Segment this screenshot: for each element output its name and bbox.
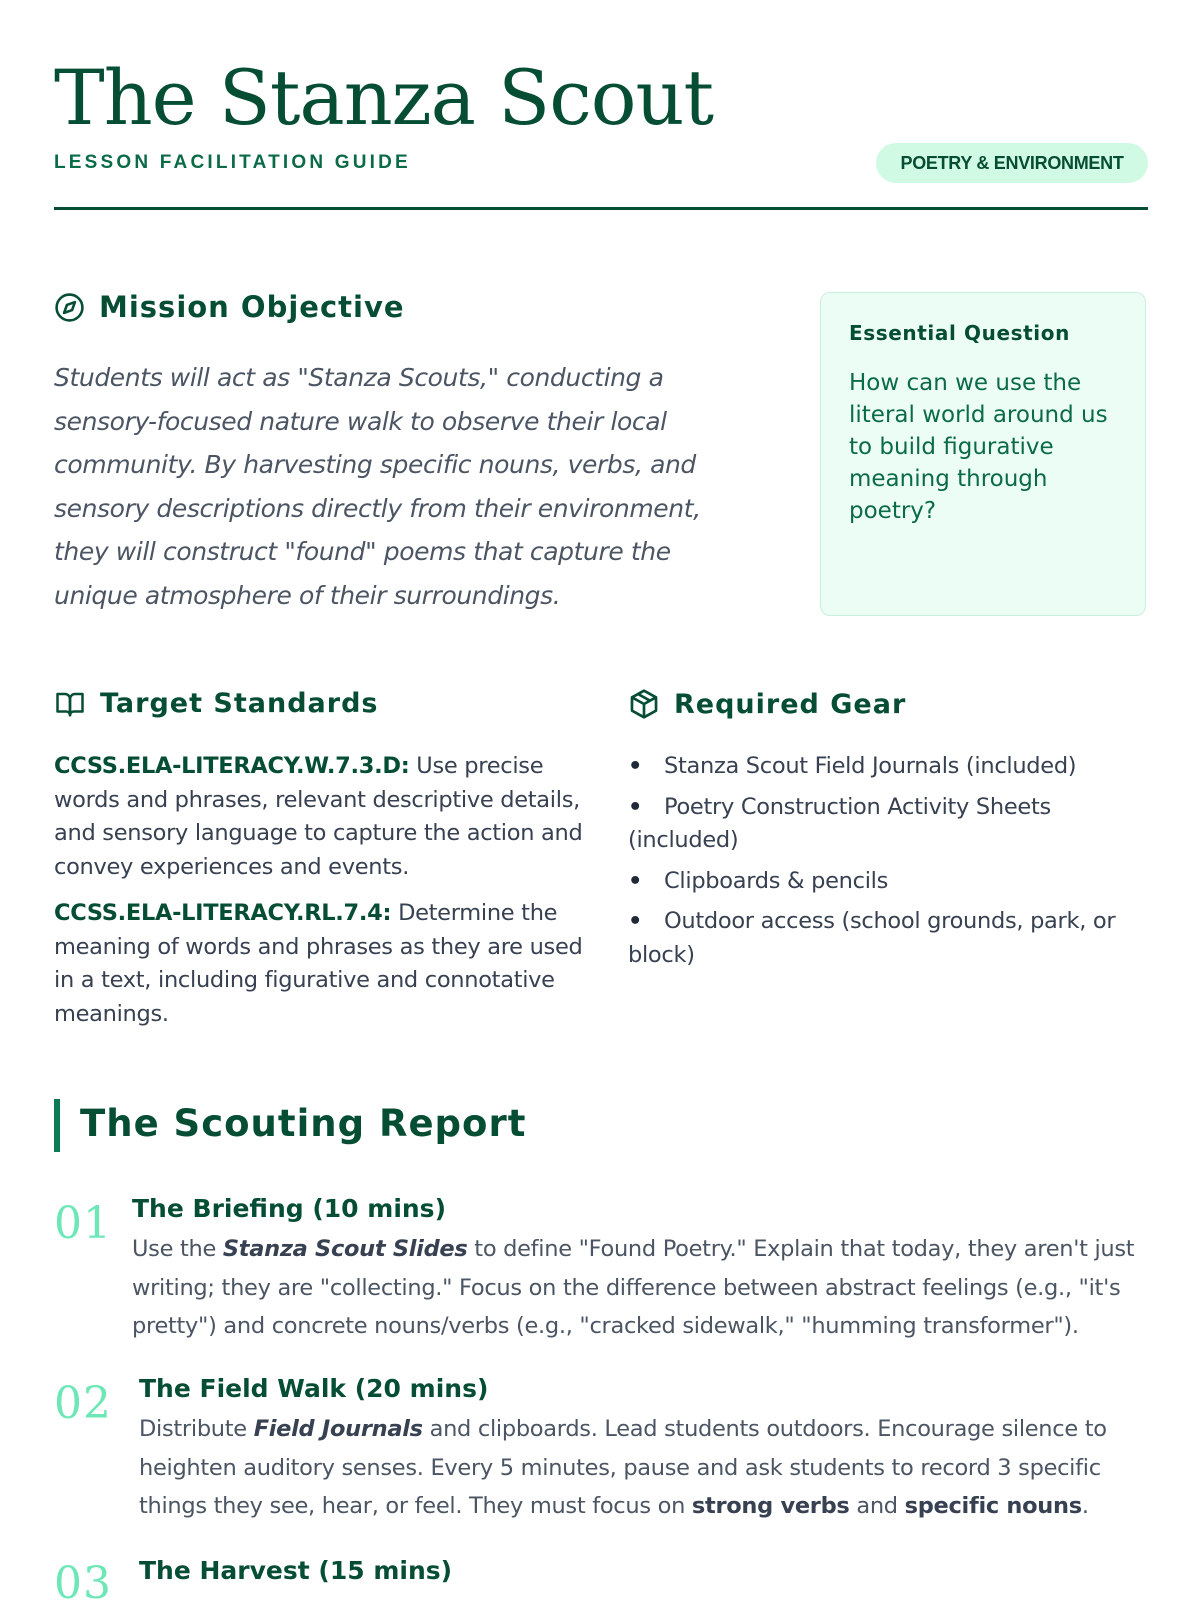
book-open-icon	[54, 689, 86, 719]
standards-heading	[54, 688, 378, 719]
standard-item	[54, 750, 594, 884]
standard-text: Use precise words and phrases, relevant descriptive details, and sensory language to capture the action and convey experiences and events.	[54, 753, 583, 880]
gear-item-label: Stanza Scout Field Journals (included)	[664, 753, 1077, 779]
essential-question-title: Essential Question	[849, 321, 1070, 345]
gear-heading-label: Required Gear	[674, 688, 907, 720]
standard-text: Determine the meaning of words and phrases as they are used in a text, including figurative and connotative meanings.	[54, 900, 583, 1027]
bullet-icon: •	[628, 908, 643, 934]
step-number: 03	[54, 1558, 112, 1600]
gear-item	[628, 865, 1148, 899]
report-heading: The Scouting Report	[80, 1102, 527, 1145]
compass-icon	[54, 292, 85, 323]
standard-code: CCSS.ELA-LITERACY.RL.7.4:	[54, 900, 392, 926]
header-divider	[54, 207, 1148, 210]
gear-item	[628, 905, 1148, 972]
step-description: Use the Stanza Scout Slides to define "Found Poetry." Explain that today, they aren't just writing; they are "collecting." Focus on the difference between abstract feelings (e.g., "it's pretty") and concrete nouns/verbs (e.g., "cracked sidewalk," "humming transformer").	[132, 1236, 1135, 1339]
step-title: The Field Walk (20 mins)	[139, 1374, 489, 1403]
report-accent-bar	[54, 1099, 60, 1152]
standard-item	[54, 897, 594, 1031]
step-number: 02	[54, 1378, 112, 1429]
step-title: The Harvest (15 mins)	[139, 1556, 453, 1585]
gear-item	[628, 791, 1148, 858]
step-title: The Briefing (10 mins)	[132, 1194, 446, 1223]
page-subtitle: LESSON FACILITATION GUIDE	[54, 152, 411, 173]
gear-heading	[628, 688, 906, 720]
mission-heading	[54, 290, 405, 324]
journals-reference: Field Journals	[253, 1416, 423, 1442]
essential-question-text: How can we use the literal world around us to build figurative meaning through poetry?	[849, 370, 1108, 524]
standards-heading-label: Target Standards	[100, 688, 379, 719]
bullet-icon: •	[628, 793, 643, 820]
topic-tag: POETRY & ENVIRONMENT	[876, 143, 1148, 183]
mission-description: Students will act as "Stanza Scouts," conducting a sensory-focused nature walk to observe their local community. By harvesting specific nouns, verbs, and sensory descriptions directly from their environment, they will construct "found" poems that capture the unique atmosphere of their surroundings.	[54, 363, 701, 610]
bullet-icon: •	[628, 753, 643, 779]
gear-item-label: Clipboards & pencils	[664, 867, 889, 894]
essential-question-box	[820, 292, 1146, 616]
bullet-icon: •	[628, 867, 643, 894]
mission-heading-label: Mission Objective	[99, 290, 405, 324]
step-description: Distribute Field Journals and clipboards. Lead students outdoors. Encourage silence to heighten auditory senses. Every 5 minutes, pause and ask students to record 3 specific things they see, hear, or feel. They must focus on strong verbs and specific nouns.	[139, 1416, 1107, 1519]
standard-code: CCSS.ELA-LITERACY.W.7.3.D:	[54, 753, 410, 779]
gear-item-label: Poetry Construction Activity Sheets (included)	[628, 793, 1051, 853]
gear-item	[628, 750, 1148, 784]
slides-reference: Stanza Scout Slides	[222, 1236, 468, 1262]
step-number: 01	[54, 1198, 112, 1249]
package-icon	[628, 688, 660, 720]
page-title: The Stanza Scout	[54, 53, 714, 142]
gear-item-label: Outdoor access (school grounds, park, or block)	[628, 908, 1116, 968]
gear-list	[628, 750, 1148, 979]
